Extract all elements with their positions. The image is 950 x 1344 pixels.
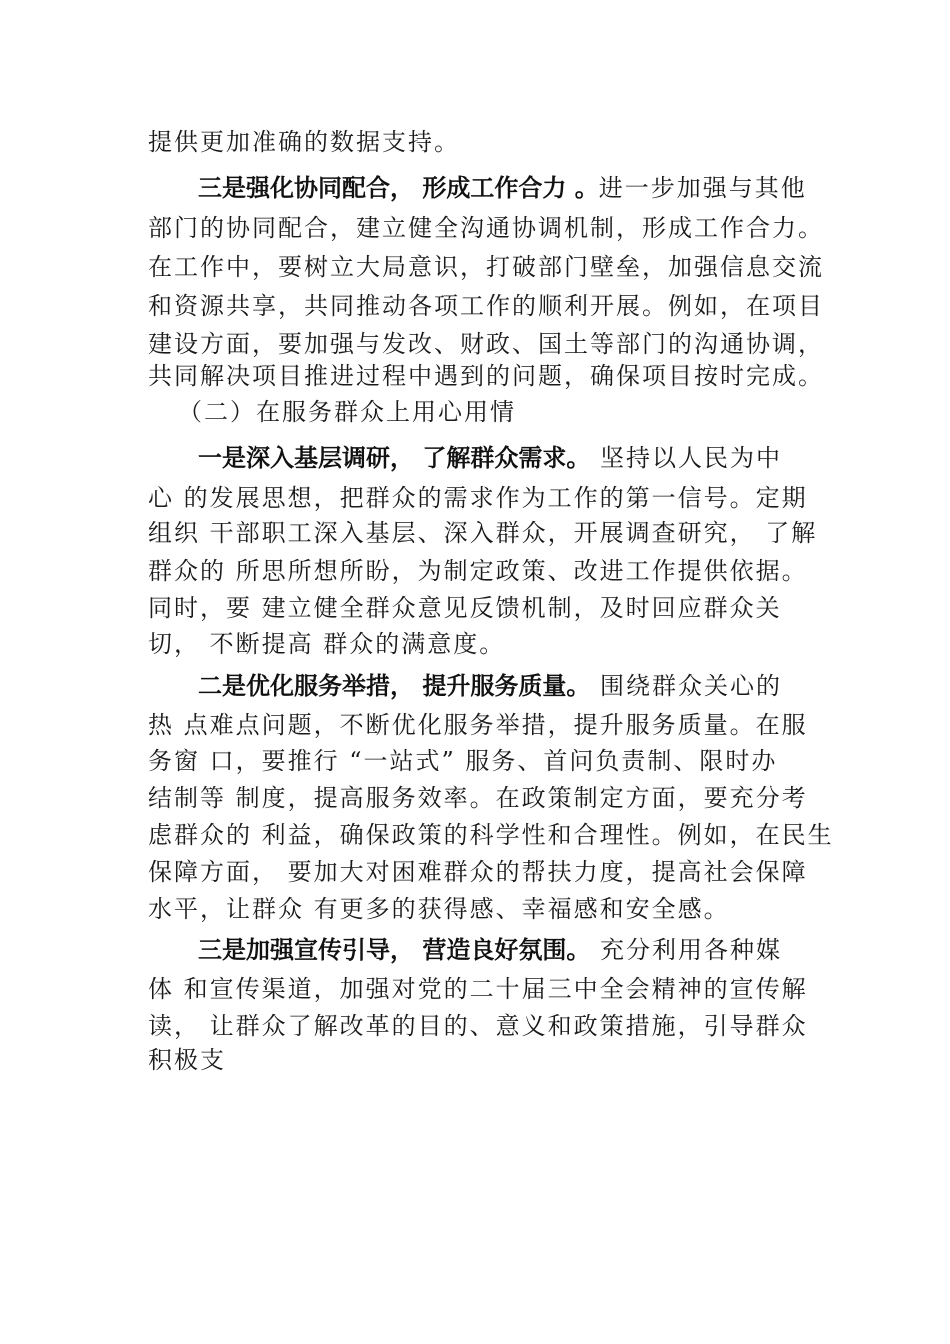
line-text: 建设方面，要加强与发改、财政、国土等部门的沟通协调， bbox=[148, 330, 824, 358]
line-text: 坚持以人民为中 bbox=[590, 444, 782, 472]
text-line bbox=[148, 893, 730, 925]
heading-line bbox=[198, 670, 782, 702]
text-line bbox=[148, 745, 777, 777]
line-text: 虑群众的 利益，确保政策的科学性和合理性。例如，在民生 bbox=[148, 821, 834, 849]
text-line bbox=[148, 482, 808, 514]
line-text: 体 和宣传渠道，加强对党的二十届三中全会精神的宣传解 bbox=[148, 975, 808, 1003]
text-line bbox=[148, 782, 808, 814]
text-line bbox=[148, 251, 824, 283]
bold-heading: 二是优化服务举措， 提升服务质量。 bbox=[198, 672, 591, 700]
line-text: 提供更加准确的数据支持。 bbox=[148, 128, 460, 156]
line-text: 心 的发展思想，把群众的需求作为工作的第一信号。定期 bbox=[148, 484, 808, 512]
line-text: 结制等 制度，提高服务效率。在政策制定方面，要充分考 bbox=[148, 784, 808, 812]
line-text: 切， 不断提高 群众的满意度。 bbox=[148, 630, 506, 658]
text-line bbox=[148, 592, 782, 624]
text-line bbox=[148, 555, 808, 587]
line-text: 部门的协同配合，建立健全沟通协调机制，形成工作合力。 bbox=[148, 214, 824, 242]
text-line bbox=[148, 1010, 808, 1042]
text-line bbox=[148, 328, 824, 360]
line-text: （二）在服务群众上用心用情 bbox=[178, 398, 516, 426]
line-text: 群众的 所思所想所盼，为制定政策、改进工作提供依据。 bbox=[148, 557, 808, 585]
text-line bbox=[148, 517, 817, 549]
line-text: 共同解决项目推进过程中遇到的问题，确保项目按时完成。 bbox=[148, 362, 824, 390]
heading-line bbox=[198, 172, 807, 204]
line-text: 热 点难点问题，不断优化服务举措，提升服务质量。在服 bbox=[148, 711, 808, 739]
line-text: 积极支 bbox=[148, 1046, 226, 1074]
text-line bbox=[148, 709, 808, 741]
text-line bbox=[148, 1044, 226, 1076]
line-text: 组织 干部职工深入基层、深入群众，开展调查研究， 了解 bbox=[148, 519, 818, 547]
line-text: 保障方面， 要加大对困难群众的帮扶力度，提高社会保障 bbox=[148, 858, 808, 886]
line-text: 进一步加强与其他 bbox=[598, 174, 807, 202]
line-text: 和资源共享，共同推动各项工作的顺利开展。例如，在项目 bbox=[148, 292, 824, 320]
heading-line bbox=[198, 934, 782, 966]
text-line bbox=[148, 628, 505, 660]
text-line bbox=[148, 126, 460, 158]
line-text: 务窗 口，要推行 “一站式” 服务、首问负责制、限时办 bbox=[148, 747, 778, 775]
line-text: 在工作中，要树立大局意识，打破部门壁垒，加强信息交流 bbox=[148, 253, 824, 281]
bold-heading: 三是强化协同配合， 形成工作合力 。 bbox=[198, 174, 599, 202]
line-text: 读， 让群众了解改革的目的、意义和政策措施，引导群众 bbox=[148, 1012, 808, 1040]
bold-heading: 三是加强宣传引导， 营造良好氛围。 bbox=[198, 936, 591, 964]
text-line bbox=[148, 212, 824, 244]
bold-heading: 一是深入基层调研， 了解群众需求。 bbox=[198, 444, 591, 472]
heading-line bbox=[198, 442, 782, 474]
text-line bbox=[148, 290, 824, 322]
text-line bbox=[148, 819, 834, 851]
line-text: 围绕群众关心的 bbox=[590, 672, 782, 700]
line-text: 充分利用各种媒 bbox=[590, 936, 782, 964]
text-line bbox=[148, 360, 824, 392]
line-text: 同时，要 建立健全群众意见反馈机制，及时回应群众关 bbox=[148, 594, 782, 622]
text-line bbox=[148, 856, 808, 888]
line-text: 水平，让群众 有更多的获得感、幸福感和安全感。 bbox=[148, 895, 730, 923]
text-line bbox=[148, 973, 808, 1005]
section-heading bbox=[178, 396, 516, 428]
